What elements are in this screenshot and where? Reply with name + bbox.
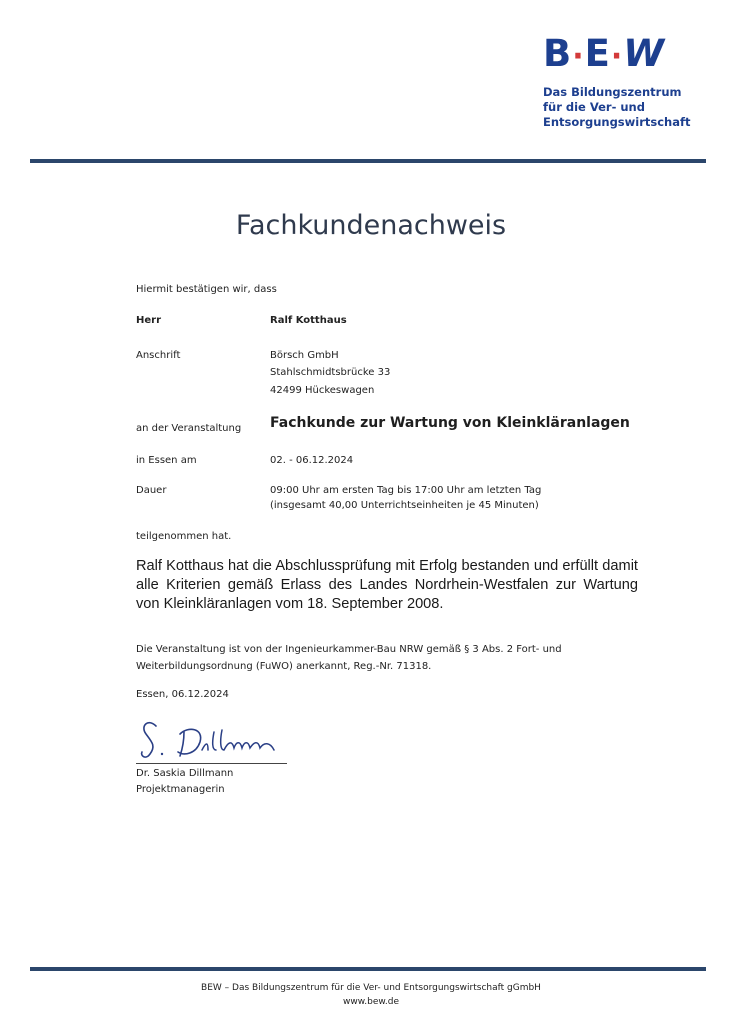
location-label: in Essen am	[136, 455, 197, 466]
footer-website: www.bew.de	[342, 997, 399, 1007]
logo-subtitle: Das Bildungszentrum für die Ver- und Entsorgungswirtschaft	[543, 85, 691, 129]
recognition-paragraph: Die Veranstaltung ist von der Ingenieurkammer-Bau NRW gemäß § 3 Abs. 2 Fort- und Weiterbildungsordnung (FuWO) anerkannt, Reg.-Nr. 71318.	[136, 644, 562, 672]
footer-company: BEW – Das Bildungszentrum für die Ver- und Entsorgungswirtschaft gGmbH	[201, 983, 541, 993]
duration-line-2: (insgesamt 40,00 Unterrichtseinheiten je 45 Minuten)	[270, 500, 539, 511]
footer	[0, 981, 742, 1009]
address-label: Anschrift	[136, 350, 181, 361]
signature-line	[136, 763, 287, 764]
duration-label: Dauer	[136, 485, 167, 496]
page-title: Fachkundenachweis	[235, 210, 507, 241]
address-line-2: Stahlschmidtsbrücke 33	[270, 367, 391, 378]
header-rule	[30, 159, 706, 163]
address-line-1: Börsch GmbH	[270, 350, 339, 361]
event-label: an der Veranstaltung	[136, 423, 242, 434]
bew-logo	[543, 34, 690, 130]
event-title: Fachkunde zur Wartung von Kleinkläranlagen	[270, 415, 630, 431]
signer-role: Projektmanagerin	[136, 784, 225, 795]
place-date: Essen, 06.12.2024	[136, 689, 229, 700]
participation-text: teilgenommen hat.	[136, 531, 232, 542]
footer-rule	[30, 967, 706, 971]
logo-wordmark: B·E·W	[543, 32, 666, 75]
salutation-label: Herr	[136, 315, 162, 326]
duration-line-1: 09:00 Uhr am ersten Tag bis 17:00 Uhr am letzten Tag	[270, 485, 542, 496]
intro-text: Hiermit bestätigen wir, dass	[136, 284, 277, 295]
signer-name: Dr. Saskia Dillmann	[136, 768, 234, 779]
participant-name: Ralf Kotthaus	[270, 315, 347, 326]
signature-image	[138, 712, 298, 766]
event-dates: 02. - 06.12.2024	[270, 455, 354, 466]
result-paragraph: Ralf Kotthaus hat die Abschlussprüfung mit Erfolg bestanden und erfüllt damit alle Kriterien gemäß Erlass des Landes Nordrhein-Westfalen zur Wartung von Kleinkläranlagen vom 18. September 2008.	[136, 558, 638, 612]
address-line-3: 42499 Hückeswagen	[270, 385, 375, 396]
